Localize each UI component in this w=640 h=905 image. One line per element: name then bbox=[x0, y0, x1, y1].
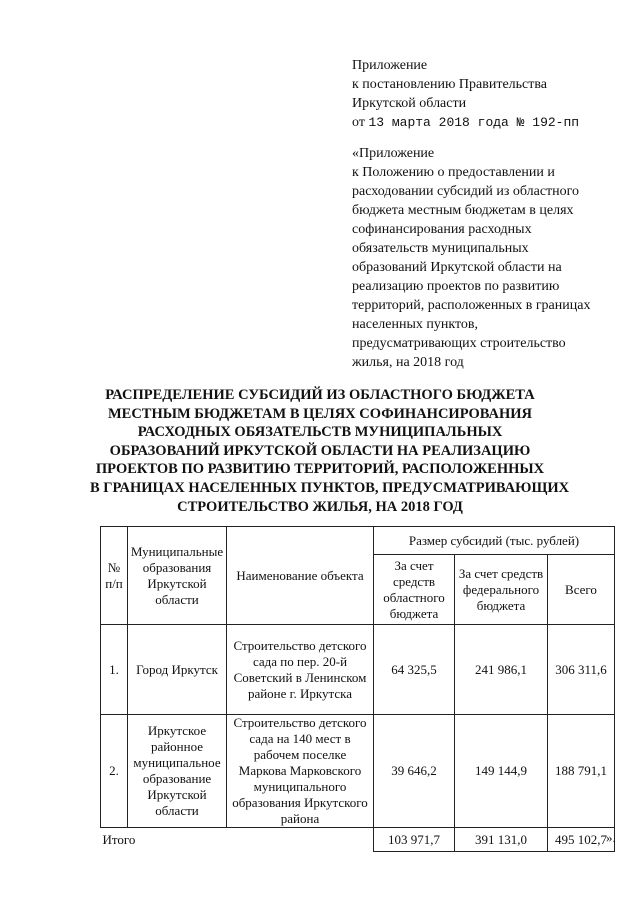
cell-total: 306 311,6 bbox=[548, 625, 615, 715]
annex-header-line: Приложение bbox=[352, 58, 428, 73]
annex-position-line: к Положению о предоставлении и bbox=[352, 165, 555, 180]
annex-position-line: расходовании субсидий из областного bbox=[352, 184, 580, 199]
header-regional: За счет средств областного бюджета bbox=[374, 555, 455, 625]
subsidy-table bbox=[100, 526, 615, 852]
annex-header-line: к постановлению Правительства bbox=[352, 77, 548, 92]
annex-position-line: предусматривающих строительство bbox=[352, 336, 566, 351]
totals-federal: 391 131,0 bbox=[455, 828, 548, 852]
title-line: ПРОЕКТОВ ПО РАЗВИТИЮ ТЕРРИТОРИЙ, РАСПОЛОЖЕННЫХ bbox=[95, 461, 545, 478]
decree-date: 13 марта 2018 года № 192-пп bbox=[368, 115, 580, 130]
cell-total: 188 791,1 bbox=[548, 715, 615, 828]
title-line: РАСХОДНЫХ ОБЯЗАТЕЛЬСТВ МУНИЦИПАЛЬНЫХ bbox=[137, 424, 503, 441]
title-line: РАСПРЕДЕЛЕНИЕ СУБСИДИЙ ИЗ ОБЛАСТНОГО БЮДЖЕТА bbox=[105, 387, 535, 403]
header-subsidy-group: Размер субсидий (тыс. рублей) bbox=[374, 527, 615, 555]
annex-header-date-line bbox=[352, 113, 612, 132]
totals-regional: 103 971,7 bbox=[374, 828, 455, 852]
closing-quote-mark: ». bbox=[606, 830, 616, 845]
title-line: СТРОИТЕЛЬСТВО ЖИЛЬЯ, НА 2018 ГОД bbox=[177, 498, 463, 515]
title-line: В ГРАНИЦАХ НАСЕЛЕННЫХ ПУНКТОВ, ПРЕДУСМАТРИВАЮЩИХ bbox=[90, 479, 570, 496]
annex-position-line: образований Иркутской области на bbox=[352, 260, 562, 275]
totals-label: Итого bbox=[101, 828, 374, 852]
cell-federal: 241 986,1 bbox=[455, 625, 548, 715]
title-line: ОБРАЗОВАНИЙ ИРКУТСКОЙ ОБЛАСТИ НА РЕАЛИЗАЦИЮ bbox=[109, 442, 531, 459]
cell-num: 2. bbox=[101, 715, 128, 828]
cell-object: Строительство детского сада на 140 мест в рабочем поселке Маркова Марковского муниципального образования Иркутского района bbox=[227, 715, 374, 828]
title-line: МЕСТНЫМ БЮДЖЕТАМ В ЦЕЛЯХ СОФИНАНСИРОВАНИЯ bbox=[107, 405, 533, 422]
annex-position-line: населенных пунктов, bbox=[352, 317, 479, 332]
document-title bbox=[90, 386, 570, 516]
cell-regional: 39 646,2 bbox=[374, 715, 455, 828]
annex-position-line: территорий, расположенных в границах bbox=[352, 298, 591, 313]
cell-municipality: Город Иркутск bbox=[128, 625, 227, 715]
annex-position-line: софинансирования расходных bbox=[352, 222, 532, 237]
annex-header bbox=[352, 56, 612, 132]
table-row bbox=[101, 625, 615, 715]
annex-position-line: бюджета местным бюджетам в целях bbox=[352, 203, 574, 218]
header-total: Всего bbox=[548, 555, 615, 625]
totals-total: 495 102,7 bbox=[548, 828, 615, 852]
annex-header-line: Иркутской области bbox=[352, 96, 467, 111]
annex-position-line: «Приложение bbox=[352, 146, 435, 161]
header-municipality: Муниципальные образования Иркутской области bbox=[128, 527, 227, 625]
table-row bbox=[101, 715, 615, 828]
annex-position-line: обязательств муниципальных bbox=[352, 241, 529, 256]
cell-object: Строительство детского сада по пер. 20-й Советский в Ленинском районе г. Иркутска bbox=[227, 625, 374, 715]
header-object: Наименование объекта bbox=[227, 527, 374, 625]
header-num: № п/п bbox=[101, 527, 128, 625]
annex-position-reference bbox=[352, 144, 614, 372]
header-federal: За счет средств федерального бюджета bbox=[455, 555, 548, 625]
annex-position-line: жилья, на 2018 год bbox=[352, 355, 464, 370]
cell-regional: 64 325,5 bbox=[374, 625, 455, 715]
date-prefix: от bbox=[352, 115, 365, 130]
cell-municipality: Иркутское районное муниципальное образование Иркутской области bbox=[128, 715, 227, 828]
annex-position-line: реализацию проектов по развитию bbox=[352, 279, 560, 294]
table-totals-row bbox=[101, 828, 615, 852]
table-header-row bbox=[101, 527, 615, 555]
cell-federal: 149 144,9 bbox=[455, 715, 548, 828]
cell-num: 1. bbox=[101, 625, 128, 715]
